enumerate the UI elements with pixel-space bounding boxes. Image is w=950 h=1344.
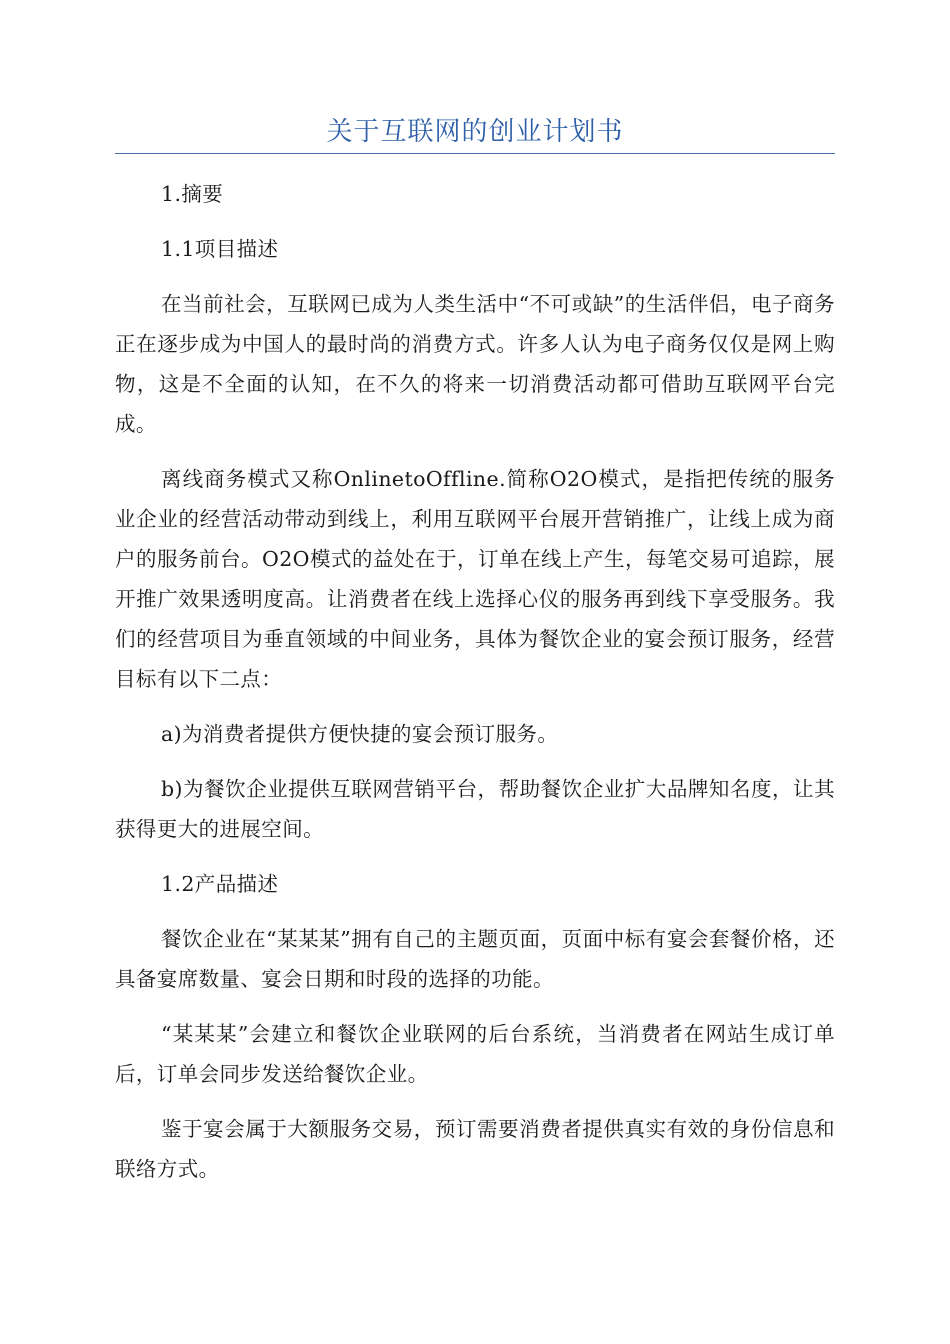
section-heading-project-description: 1.1项目描述 bbox=[161, 237, 279, 261]
document-title: 关于互联网的创业计划书 bbox=[326, 117, 624, 147]
paragraph-o2o-model: 离线商务模式又称OnlinetoOffline.简称O2O模式，是指把传统的服务业企业的经营活动带动到线上，利用互联网平台展开营销推广，让线上成为商户的服务前台。O2O模式的益处在于，订单在线上产生，每笔交易可追踪，展开推广效果透明度高。让消费者在线上选择心仪的服务再到线下享受服务。我们的经营项目为垂直领域的中间业务，具体为餐饮企业的宴会预订服务，经营目标有以下二点： bbox=[115, 467, 835, 691]
title-underline bbox=[115, 153, 835, 154]
paragraph-backend-system: “某某某”会建立和餐饮企业联网的后台系统，当消费者在网站生成订单后，订单会同步发送给餐饮企业。 bbox=[115, 1022, 835, 1086]
paragraph-internet-ecommerce: 在当前社会，互联网已成为人类生活中“不可或缺”的生活伴侣，电子商务正在逐步成为中国人的最时尚的消费方式。许多人认为电子商务仅仅是网上购物，这是不全面的认知，在不久的将来一切消费活动都可借助互联网平台完成。 bbox=[115, 292, 835, 436]
section-heading-product-description: 1.2产品描述 bbox=[161, 872, 279, 896]
section-heading-summary: 1.摘要 bbox=[161, 182, 224, 206]
paragraph-goal-a: a)为消费者提供方便快捷的宴会预订服务。 bbox=[161, 722, 559, 746]
document-body bbox=[115, 174, 835, 1189]
paragraph-theme-page: 餐饮企业在“某某某”拥有自己的主题页面，页面中标有宴会套餐价格，还具备宴席数量、宴会日期和时段的选择的功能。 bbox=[115, 927, 835, 991]
paragraph-goal-b: b)为餐饮企业提供互联网营销平台，帮助餐饮企业扩大品牌知名度，让其获得更大的进展空间。 bbox=[115, 777, 835, 841]
paragraph-identity-info: 鉴于宴会属于大额服务交易，预订需要消费者提供真实有效的身份信息和联络方式。 bbox=[115, 1117, 835, 1181]
